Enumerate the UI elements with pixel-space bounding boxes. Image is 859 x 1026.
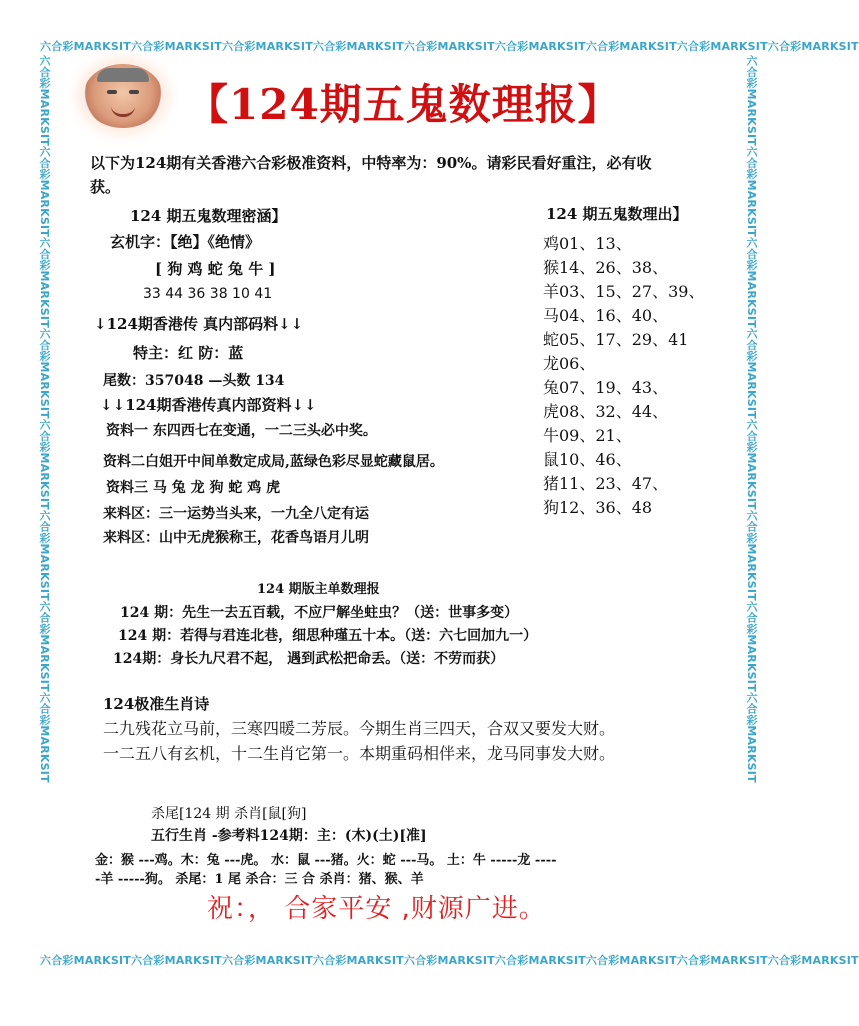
hk-heading-2: ↓↓124期香港传真内部资料↓↓ — [100, 396, 317, 414]
poem-heading: 124极准生肖诗 — [103, 695, 210, 713]
list-item: 蛇05、17、29、41 — [543, 330, 689, 349]
avatar — [83, 64, 163, 128]
list-item: 猴14、26、38、 — [543, 258, 669, 277]
source-1: 来料区：三一运势当头来，一九全八定有运 — [103, 506, 369, 522]
list-item: 猪11、23、47、 — [543, 474, 669, 493]
list-item: 鼠10、46、 — [543, 450, 632, 469]
border-bottom-watermark: 六合彩MARKSIT六合彩MARKSIT六合彩MARKSIT六合彩MARKSIT六合彩MARKSIT六合彩MARKSIT六合彩MARKSIT六合彩MARKSIT六合彩MARKSIT — [40, 954, 859, 967]
right-heading: 124 期五鬼数理出】 — [546, 205, 688, 223]
list-item: 牛09、21、 — [543, 426, 632, 445]
zodiac-list: [ 狗 鸡 蛇 兔 牛 ] — [155, 260, 276, 278]
zodiac-number-list — [543, 232, 704, 520]
avatar-eye — [129, 90, 139, 94]
left-heading: 124 期五鬼数理密涵】 — [130, 207, 287, 225]
list-item: 虎08、32、44、 — [543, 402, 669, 421]
info-2: 资料二白姐开中间单数定成局,蓝绿色彩尽显蛇藏鼠居。 — [103, 454, 444, 470]
list-item: 马04、16、40、 — [543, 306, 669, 325]
riddle-heading: 124 期版主单数理报 — [257, 582, 380, 597]
info-1: 资料一 东四西七在变通，一二三头必中奖。 — [106, 423, 377, 439]
list-item: 羊03、15、27、39、 — [543, 282, 705, 301]
source-2: 来料区：山中无虎猴称王，花香鸟语月儿明 — [103, 530, 369, 546]
riddle-line-1: 124 期：先生一去五百载，不应尸解坐蛀虫？（送：世事多变） — [120, 605, 519, 621]
number-list: 33 44 36 38 10 41 — [143, 286, 273, 302]
elements-line-2: -羊 -----狗。 杀尾：1 尾 杀合：三 合 杀肖：猪、猴、羊 — [95, 872, 424, 887]
poem-line-1: 二九残花立马前，三寒四暖二芳辰。今期生肖三四天，合双又要发大财。 — [103, 719, 616, 738]
poem-line-2: 一二五八有玄机，十二生肖它第一。本期重码相伴来，龙马同事发大财。 — [103, 744, 616, 763]
info-3: 资料三 马 兔 龙 狗 蛇 鸡 虎 — [106, 480, 281, 496]
avatar-mouth — [111, 106, 135, 117]
kill-line: 杀尾[124 期 杀肖[鼠[狗] — [151, 806, 307, 822]
border-right-watermark: 六合彩MARKSIT六合彩MARKSIT六合彩MARKSIT六合彩MARKSIT六合彩MARKSIT六合彩MARKSIT六合彩MARKSIT六合彩MARKSIT — [745, 55, 758, 783]
avatar-eye — [107, 90, 117, 94]
list-item: 兔07、19、43、 — [543, 378, 669, 397]
special-main: 特主：红 防：蓝 — [133, 344, 244, 362]
border-left-watermark: 六合彩MARKSIT六合彩MARKSIT六合彩MARKSIT六合彩MARKSIT六合彩MARKSIT六合彩MARKSIT六合彩MARKSIT六合彩MARKSIT — [38, 55, 51, 783]
list-item: 龙06、 — [543, 354, 596, 373]
mystery-word: 玄机字：【绝】《绝情》 — [110, 233, 261, 251]
tail-numbers: 尾数：357048 —头数 134 — [103, 373, 285, 389]
list-item: 鸡01、13、 — [543, 234, 632, 253]
list-item: 狗12、36、48 — [543, 498, 653, 517]
intro-line-2: 获。 — [90, 178, 121, 196]
riddle-line-3: 124期：身长九尺君不起， 遇到武松把命丢。（送：不劳而获） — [113, 651, 505, 667]
hk-heading: ↓124期香港传 真内部码料↓↓ — [94, 315, 304, 333]
intro-line-1: 以下为124期有关香港六合彩极准资料，中特率为：90%。请彩民看好重注，必有收 — [90, 154, 652, 172]
five-elements-line: 五行生肖 -参考料124期：主：(木)(土)[准] — [151, 828, 427, 844]
avatar-hair — [97, 68, 149, 82]
elements-line-1: 金：猴 ---鸡。木：兔 ---虎。 水：鼠 ---猪。火：蛇 ---马。 土：牛 -----龙 ---- — [95, 853, 557, 868]
blessing-text: 祝：， 合家平安 ,财源广进。 — [207, 894, 546, 924]
page-title: 【124期五鬼数理报】 — [186, 80, 621, 129]
border-top-watermark: 六合彩MARKSIT六合彩MARKSIT六合彩MARKSIT六合彩MARKSIT六合彩MARKSIT六合彩MARKSIT六合彩MARKSIT六合彩MARKSIT六合彩MARKSIT — [40, 40, 859, 53]
riddle-line-2: 124 期：若得与君连北巷，细思种瑾五十本。（送：六七回加九一） — [118, 628, 538, 644]
